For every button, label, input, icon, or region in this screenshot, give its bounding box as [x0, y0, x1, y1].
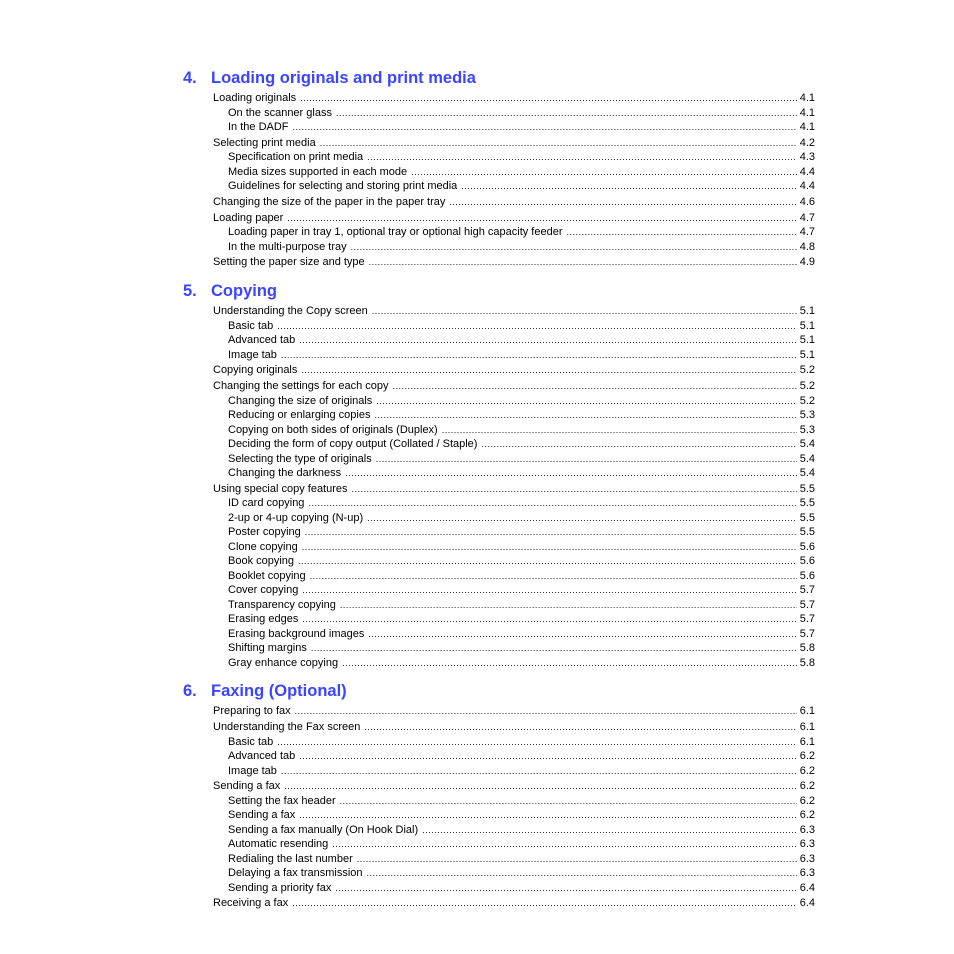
- toc-entry[interactable]: [183, 482, 815, 497]
- dot-leader: [393, 379, 797, 394]
- toc-entry[interactable]: [183, 554, 815, 569]
- toc-entry[interactable]: [183, 379, 815, 394]
- toc-entry-label: Guidelines for selecting and storing print media: [228, 180, 458, 193]
- toc-entry[interactable]: [183, 333, 815, 348]
- dot-leader: [567, 225, 797, 240]
- toc-entry-page-number: 4.8: [799, 240, 815, 253]
- dot-leader: [310, 569, 797, 584]
- toc-entry[interactable]: [183, 150, 815, 165]
- toc-entry-label: Changing the settings for each copy: [213, 380, 389, 392]
- toc-entry-page-number: 6.2: [799, 780, 815, 793]
- toc-entry[interactable]: [183, 896, 815, 911]
- dot-leader: [277, 735, 796, 750]
- dot-leader: [345, 466, 797, 481]
- dot-leader: [340, 794, 797, 809]
- toc-entry[interactable]: [183, 569, 815, 584]
- dot-leader: [351, 240, 797, 255]
- chapter-title: Faxing (Optional): [211, 682, 347, 701]
- toc-entry-label: Booklet copying: [228, 569, 306, 582]
- toc-entry-label: Setting the fax header: [228, 794, 336, 807]
- toc-entry[interactable]: [183, 423, 815, 438]
- dot-leader: [302, 540, 797, 555]
- toc-entry[interactable]: [183, 120, 815, 135]
- toc-entry[interactable]: [183, 598, 815, 613]
- toc-entry[interactable]: [183, 540, 815, 555]
- dot-leader: [305, 525, 797, 540]
- toc-entry-label: Understanding the Copy screen: [213, 305, 368, 318]
- toc-entry-page-number: 5.5: [799, 482, 815, 495]
- dot-leader: [301, 363, 796, 378]
- dot-leader: [342, 656, 797, 671]
- dot-leader: [449, 195, 796, 210]
- toc-entry-label: Redialing the last number: [228, 852, 353, 865]
- toc-entry-page-number: 5.5: [799, 526, 815, 539]
- toc-entry-page-number: 5.7: [799, 627, 815, 640]
- toc-entry-page-number: 6.3: [799, 867, 815, 880]
- toc-entry-label: Sending a priority fax: [228, 881, 332, 894]
- toc-entry[interactable]: [183, 211, 815, 226]
- toc-entry-page-number: 6.1: [799, 735, 815, 748]
- dot-leader: [284, 779, 796, 794]
- toc-entry-page-number: 5.2: [799, 380, 815, 392]
- toc-entry-label: 2-up or 4-up copying (N-up): [228, 511, 364, 524]
- toc-entry-page-number: 6.1: [799, 721, 815, 734]
- toc-entry[interactable]: [183, 720, 815, 735]
- toc-entry-label: Changing the size of the paper in the paper tray: [213, 196, 446, 209]
- dot-leader: [295, 704, 797, 719]
- toc-entry[interactable]: [183, 627, 815, 642]
- toc-entry[interactable]: [183, 225, 815, 240]
- toc-entry-label: Understanding the Fax screen: [213, 721, 361, 734]
- toc-entry[interactable]: [183, 735, 815, 750]
- toc-entry[interactable]: [183, 881, 815, 896]
- toc-entry-page-number: 4.1: [799, 92, 815, 105]
- toc-entry-page-number: 5.5: [799, 511, 815, 524]
- dot-leader: [376, 394, 796, 409]
- dot-leader: [367, 150, 797, 165]
- toc-entry[interactable]: [183, 866, 815, 881]
- toc-entry-page-number: 5.1: [799, 334, 815, 347]
- toc-entry-page-number: 5.6: [799, 569, 815, 582]
- toc-entry-label: Transparency copying: [228, 598, 336, 611]
- toc-entry[interactable]: [183, 136, 815, 151]
- toc-entry-label: Using special copy features: [213, 482, 348, 495]
- dot-leader: [481, 437, 796, 452]
- dot-leader: [299, 808, 796, 823]
- toc-entry-page-number: 6.3: [799, 838, 815, 851]
- toc-entry-page-number: 6.2: [799, 764, 815, 777]
- toc-entry-page-number: 6.2: [799, 750, 815, 763]
- toc-entry-label: Setting the paper size and type: [213, 256, 365, 269]
- table-of-contents: [183, 66, 815, 911]
- dot-leader: [308, 496, 796, 511]
- dot-leader: [422, 823, 797, 838]
- dot-leader: [292, 896, 796, 911]
- toc-entry-page-number: 5.4: [799, 452, 815, 465]
- toc-entry-label: Loading originals: [213, 92, 297, 105]
- toc-entry-page-number: 5.2: [799, 364, 815, 377]
- toc-entry-page-number: 5.5: [799, 497, 815, 510]
- toc-entry[interactable]: [183, 612, 815, 627]
- toc-entry-label: Sending a fax: [213, 780, 281, 793]
- toc-entry-label: Image tab: [228, 764, 277, 777]
- toc-entry-page-number: 4.3: [799, 151, 815, 164]
- toc-entry-page-number: 6.3: [799, 823, 815, 836]
- toc-entry[interactable]: [183, 823, 815, 838]
- toc-entry-label: Clone copying: [228, 540, 298, 553]
- toc-entry-label: Loading paper: [213, 211, 284, 224]
- toc-entry-page-number: 6.4: [799, 897, 815, 910]
- toc-entry[interactable]: [183, 363, 815, 378]
- toc-entry[interactable]: [183, 749, 815, 764]
- dot-leader: [332, 837, 796, 852]
- toc-entry[interactable]: [183, 704, 815, 719]
- toc-entry-page-number: 4.9: [799, 256, 815, 269]
- toc-entry-page-number: 5.3: [799, 423, 815, 436]
- toc-entry[interactable]: [183, 837, 815, 852]
- chapter-section: [183, 66, 815, 270]
- toc-entry-label: Erasing edges: [228, 613, 299, 626]
- toc-entry-label: Reducing or enlarging copies: [228, 409, 371, 421]
- chapter-heading[interactable]: [183, 66, 815, 90]
- toc-entry-label: Poster copying: [228, 526, 301, 539]
- chapter-number: 5.: [183, 281, 197, 300]
- toc-entry-page-number: 4.7: [799, 211, 815, 224]
- toc-entry-label: Copying originals: [213, 364, 298, 377]
- toc-entry-label: In the DADF: [228, 121, 289, 134]
- toc-entry-label: Media sizes supported in each mode: [228, 165, 408, 178]
- toc-entry-page-number: 5.3: [799, 409, 815, 421]
- toc-entry[interactable]: [183, 583, 815, 598]
- chapter-heading[interactable]: [183, 679, 815, 703]
- toc-entry-label: Loading paper in tray 1, optional tray or optional high capacity feeder: [228, 226, 563, 239]
- dot-leader: [298, 554, 797, 569]
- dot-leader: [287, 211, 796, 226]
- toc-entry-page-number: 4.6: [799, 196, 815, 209]
- toc-entry-label: Specification on print media: [228, 151, 364, 164]
- dot-leader: [281, 764, 797, 779]
- toc-entry-label: Gray enhance copying: [228, 656, 339, 669]
- dot-leader: [411, 165, 797, 180]
- toc-entry-page-number: 5.6: [799, 555, 815, 568]
- toc-entry-label: Deciding the form of copy output (Collated / Staple): [228, 438, 478, 450]
- chapter-title: Loading originals and print media: [211, 69, 476, 87]
- dot-leader: [340, 598, 797, 613]
- toc-entry[interactable]: [183, 179, 815, 194]
- toc-entry[interactable]: [183, 437, 815, 452]
- toc-entry[interactable]: [183, 255, 815, 270]
- dot-leader: [302, 583, 796, 598]
- toc-entry-page-number: 6.3: [799, 852, 815, 865]
- toc-entry[interactable]: [183, 656, 815, 671]
- toc-entry-label: Cover copying: [228, 584, 299, 597]
- dot-leader: [369, 255, 797, 270]
- toc-entry[interactable]: [183, 794, 815, 809]
- toc-entry-page-number: 5.6: [799, 540, 815, 553]
- dot-leader: [368, 627, 796, 642]
- toc-entry-page-number: 6.2: [799, 809, 815, 822]
- dot-leader: [367, 511, 797, 526]
- toc-entry[interactable]: [183, 641, 815, 656]
- toc-entry-label: Selecting print media: [213, 136, 316, 149]
- dot-leader: [461, 179, 796, 194]
- toc-entry-page-number: 5.1: [799, 319, 815, 332]
- toc-entry[interactable]: [183, 852, 815, 867]
- toc-entry-page-number: 4.4: [799, 165, 815, 178]
- dot-leader: [352, 482, 797, 497]
- toc-entry-page-number: 5.7: [799, 613, 815, 626]
- dot-leader: [336, 106, 797, 121]
- chapter-section: [183, 279, 815, 670]
- toc-entry-label: Basic tab: [228, 319, 274, 332]
- toc-entry-label: In the multi-purpose tray: [228, 240, 347, 253]
- toc-entry[interactable]: [183, 408, 815, 423]
- dot-leader: [293, 120, 797, 135]
- toc-entry-label: Automatic resending: [228, 838, 329, 851]
- toc-entry[interactable]: [183, 106, 815, 121]
- toc-entry[interactable]: [183, 511, 815, 526]
- toc-entry-page-number: 5.2: [799, 394, 815, 407]
- dot-leader: [376, 452, 797, 467]
- toc-entry-page-number: 6.4: [799, 881, 815, 894]
- chapter-section: [183, 679, 815, 911]
- toc-entry-label: Delaying a fax transmission: [228, 867, 363, 880]
- toc-entry[interactable]: [183, 319, 815, 334]
- dot-leader: [442, 423, 797, 438]
- dot-leader: [374, 408, 796, 423]
- toc-entry-page-number: 4.4: [799, 180, 815, 193]
- toc-entry-page-number: 5.1: [799, 305, 815, 318]
- toc-entry-page-number: 4.7: [799, 226, 815, 239]
- toc-entry[interactable]: [183, 808, 815, 823]
- chapter-number: 6.: [183, 682, 197, 701]
- dot-leader: [299, 333, 796, 348]
- toc-entry[interactable]: [183, 779, 815, 794]
- toc-entry[interactable]: [183, 91, 815, 106]
- dot-leader: [357, 852, 797, 867]
- dot-leader: [300, 91, 797, 106]
- dot-leader: [299, 749, 796, 764]
- chapter-title: Copying: [211, 281, 277, 300]
- toc-entry-label: Shifting margins: [228, 642, 307, 655]
- dot-leader: [302, 612, 796, 627]
- toc-entry[interactable]: [183, 394, 815, 409]
- toc-entry-label: Image tab: [228, 348, 277, 361]
- toc-entry-label: Copying on both sides of originals (Duplex): [228, 423, 438, 436]
- toc-entry[interactable]: [183, 240, 815, 255]
- dot-leader: [364, 720, 796, 735]
- dot-leader: [311, 641, 797, 656]
- dot-leader: [372, 304, 797, 319]
- toc-entry-page-number: 6.1: [799, 705, 815, 718]
- toc-entry-page-number: 4.1: [799, 106, 815, 119]
- toc-entry-page-number: 5.7: [799, 598, 815, 611]
- toc-entry[interactable]: [183, 304, 815, 319]
- toc-entry-label: On the scanner glass: [228, 106, 332, 119]
- toc-entry-page-number: 5.4: [799, 467, 815, 479]
- toc-entry[interactable]: [183, 466, 815, 481]
- toc-entry[interactable]: [183, 525, 815, 540]
- toc-entry-label: Sending a fax manually (On Hook Dial): [228, 823, 419, 836]
- toc-entry-label: Preparing to fax: [213, 705, 291, 718]
- toc-entry-label: Advanced tab: [228, 750, 296, 763]
- dot-leader: [281, 348, 797, 363]
- toc-entry[interactable]: [183, 195, 815, 210]
- toc-entry-label: Receiving a fax: [213, 897, 289, 910]
- toc-entry-page-number: 4.2: [799, 136, 815, 149]
- toc-entry[interactable]: [183, 165, 815, 180]
- toc-entry[interactable]: [183, 452, 815, 467]
- toc-entry-page-number: 5.7: [799, 584, 815, 597]
- toc-entry-page-number: 5.8: [799, 642, 815, 655]
- toc-entry-label: Sending a fax: [228, 809, 296, 822]
- toc-entry-page-number: 6.2: [799, 794, 815, 807]
- chapter-heading[interactable]: [183, 279, 815, 303]
- dot-leader: [335, 881, 796, 896]
- toc-entry-page-number: 5.1: [799, 348, 815, 361]
- toc-entry-label: Basic tab: [228, 735, 274, 748]
- toc-entry[interactable]: [183, 348, 815, 363]
- dot-leader: [367, 866, 797, 881]
- chapter-number: 4.: [183, 69, 197, 87]
- dot-leader: [320, 136, 797, 151]
- toc-entry-label: Erasing background images: [228, 627, 365, 640]
- toc-entry-label: ID card copying: [228, 497, 305, 510]
- toc-entry[interactable]: [183, 496, 815, 511]
- toc-entry-label: Advanced tab: [228, 334, 296, 347]
- toc-entry-label: Selecting the type of originals: [228, 452, 372, 465]
- toc-entry-label: Book copying: [228, 555, 295, 568]
- toc-entry-label: Changing the darkness: [228, 467, 342, 479]
- toc-entry-page-number: 4.1: [799, 121, 815, 134]
- dot-leader: [277, 319, 796, 334]
- toc-entry-page-number: 5.4: [799, 438, 815, 450]
- toc-entry[interactable]: [183, 764, 815, 779]
- toc-entry-label: Changing the size of originals: [228, 394, 373, 407]
- toc-entry-page-number: 5.8: [799, 656, 815, 669]
